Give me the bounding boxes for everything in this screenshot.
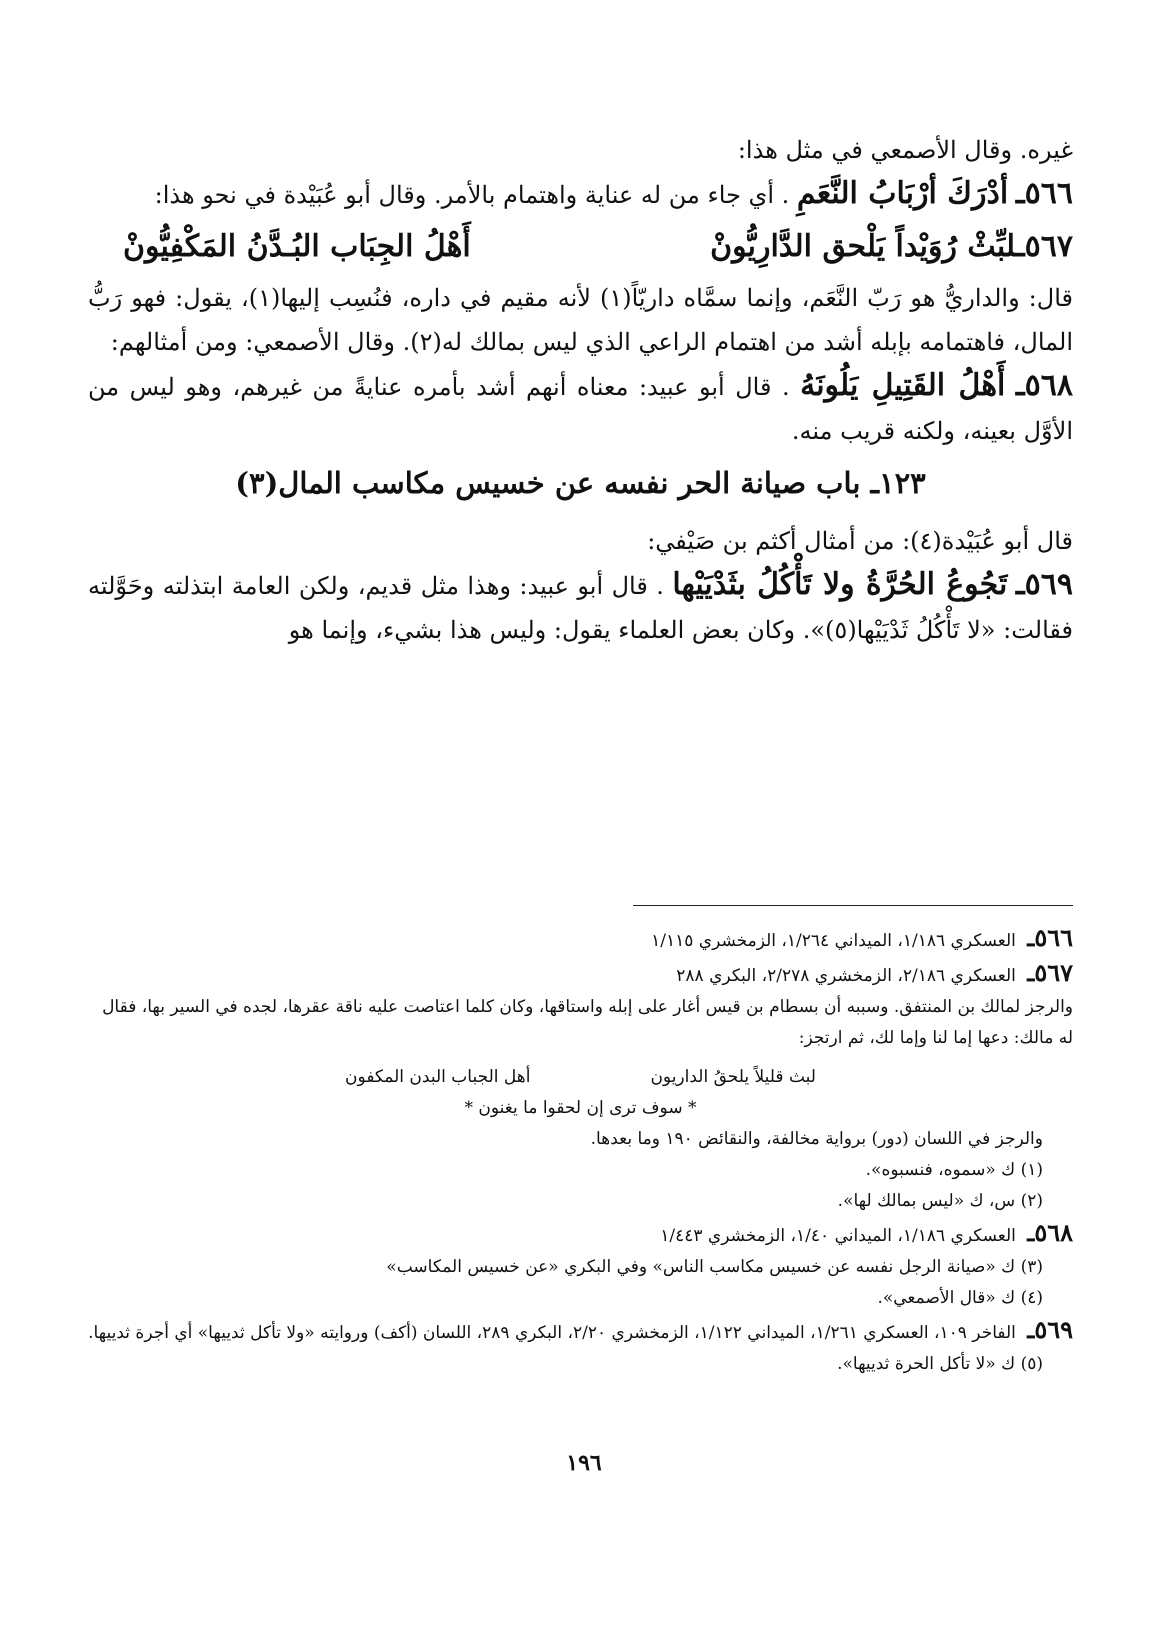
- reference-number: ٥٦٨ـ: [1027, 1218, 1073, 1247]
- footnote-3: (٣) ك «صيانة الرجل نفسه عن خسيس مكاسب الناس» وفي البكري «عن خسيس المكاسب»: [386, 1257, 1043, 1277]
- reference-number: ٥٦٧ـ: [1027, 958, 1073, 987]
- proverb-text: أَهْلُ القَتِيلِ يَلُونَهُ: [800, 368, 1006, 403]
- main-text: [88, 128, 1073, 652]
- hemistich-2: أَهْلُ الجِبَاب البُـدَّنُ المَكْفِيُّونْ: [123, 229, 471, 264]
- reference-text: العسكري ٢/١٨٦، الزمخشري ٢/٢٧٨، البكري ٢٨٨: [676, 966, 1016, 986]
- chapter-heading: ١٢٣ـ باب صيانة الحر نفسه عن خسيس مكاسب المال(٣): [235, 466, 926, 500]
- entry-number: ٥٦٩ـ: [1015, 567, 1073, 602]
- proverb-entry-569: [88, 563, 1073, 652]
- poem-hemistich-2: أهل الجباب البدن المكفون: [345, 1067, 531, 1087]
- page-number: ١٩٦: [566, 1450, 602, 1476]
- footnote-1: (١) ك «سموه، فنسبوه».: [865, 1160, 1043, 1180]
- reference-number: ٥٦٩ـ: [1027, 1315, 1073, 1344]
- reference-568: [88, 1217, 1073, 1252]
- footnotes: [88, 922, 1073, 1380]
- entry-commentary: . أي جاء من له عناية واهتمام بالأمر. وقال أبو عُبَيْدة في نحو هذا:: [154, 181, 790, 209]
- entry-commentary: . قال أبو عبيد: وهذا مثل قديم، ولكن العامة ابتذلته وحَوَّلته فقالت: «لا تَأْكُلُ ثَدْيَيْها(٥)». وكان بعض العلماء يقول: وليس هذا بشيء، وإنما هو: [88, 572, 1073, 644]
- entry-number: ٥٦٦ـ: [1015, 176, 1073, 211]
- entry-number: ٥٦٧ـ: [1015, 229, 1073, 264]
- proverb-entry-568: [88, 364, 1073, 453]
- reference-569: [88, 1314, 1073, 1349]
- attribution-line: قال أبو عُبَيْدة(٤): من أمثال أكثم بن صَيْفي:: [647, 527, 1073, 555]
- reference-566: [88, 922, 1073, 957]
- proverb-text: أدْرَكَ أرْبَابُ النَّعَمِ: [796, 176, 1009, 211]
- proverb-entry-566: [88, 172, 1073, 217]
- note-poem: [88, 1062, 1073, 1093]
- note-567-story: والرجز لمالك بن المنتفق. وسببه أن بسطام بن قيس أغار على إبله واستاقها، وكان كلما اعتاصت عليه ناقة عقرها، لجده في السير بها، فقال له مالك: دعها إما لنا وإما لك، ثم ارتجز:: [102, 997, 1073, 1048]
- reference-number: ٥٦٦ـ: [1027, 923, 1073, 952]
- footnote-2: (٢) س، ك «ليس بمالك لها».: [837, 1191, 1043, 1211]
- footnote-4: (٤) ك «قال الأصمعي».: [877, 1288, 1043, 1308]
- note-567-source: والرجز في اللسان (دور) برواية مخالفة، والنقائض ١٩٠ وما بعدها.: [590, 1129, 1043, 1149]
- reference-text: العسكري ١/١٨٦، الميداني ١/٤٠، الزمخشري ١/٤٤٣: [660, 1226, 1016, 1246]
- entry-commentary: . قال أبو عبيد: معناه أنهم أشد بأمره عنايةً من غيرهم، وهو ليس من الأوَّل بعينه، ولكنه قريب منه.: [88, 373, 1073, 445]
- intro-line: غيره. وقال الأصمعي في مثل هذا:: [737, 136, 1073, 164]
- reference-567: [88, 957, 1073, 992]
- footnote-5: (٥) ك «لا تأكل الحرة ثدييها».: [837, 1354, 1043, 1374]
- reference-text: العسكري ١/١٨٦، الميداني ١/٢٦٤، الزمخشري ١/١١٥: [651, 931, 1016, 951]
- proverb-text: تَجُوعُ الحُرَّةُ ولا تَأْكُلُ بثَدْيَيْها: [672, 567, 1008, 602]
- poem-last-line: * سوف ترى إن لحقوا ما يغنون *: [464, 1098, 697, 1118]
- footnote-separator: [633, 905, 1073, 906]
- commentary-paragraph: قال: والداريُّ هو رَبّ النَّعَم، وإنما سمَّاه داريّاً(١) لأنه مقيم في داره، فنُسِب إليها(١)، يقول: فهو رَبُّ المال، فاهتمامه بإبله أشد من اهتمام الراعي الذي ليس بمالك له(٢). وقال الأصمعي: ومن أمثالهم:: [88, 284, 1073, 356]
- hemistich-1: لبِّثْ رُوَيْداً يَلْحق الدَّارِيُّونْ: [710, 229, 1016, 264]
- proverb-entry-567: [88, 225, 1073, 270]
- reference-text: الفاخر ١٠٩، العسكري ١/٢٦١، الميداني ١/١٢٢، الزمخشري ٢/٢٠، البكري ٢٨٩، اللسان (أكف) وروايته «ولا تأكل ثدييها» أي أجرة ثدييها.: [88, 1323, 1016, 1343]
- entry-number: ٥٦٨ـ: [1015, 368, 1073, 403]
- poem-hemistich-1: لبث قليلاً يلحقُ الداريون: [650, 1067, 816, 1087]
- verse-first-hemistich: [710, 225, 1073, 270]
